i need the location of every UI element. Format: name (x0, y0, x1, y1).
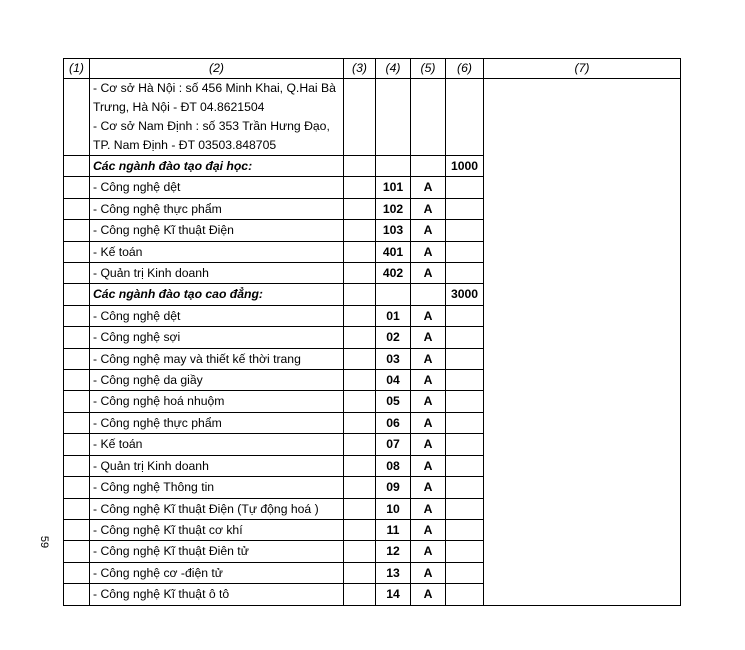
program-block: A (411, 391, 446, 412)
program-block: A (411, 584, 446, 605)
quota-value: 3000 (446, 284, 484, 305)
program-name: - Quản trị Kinh doanh (90, 455, 344, 476)
program-name: - Công nghệ Thông tin (90, 477, 344, 498)
program-block: A (411, 434, 446, 455)
program-name: - Công nghệ may và thiết kế thời trang (90, 348, 344, 369)
program-code: 09 (376, 477, 411, 498)
program-code: 14 (376, 584, 411, 605)
program-name: - Công nghệ Kĩ thuật cơ khí (90, 519, 344, 540)
program-name: - Công nghệ Kĩ thuật ô tô (90, 584, 344, 605)
program-code: 11 (376, 519, 411, 540)
program-block: A (411, 541, 446, 562)
program-name: - Công nghệ Kĩ thuật Điện (90, 220, 344, 241)
program-name: - Công nghệ thực phẩm (90, 198, 344, 219)
program-code: 04 (376, 370, 411, 391)
program-code: 10 (376, 498, 411, 519)
program-block: A (411, 519, 446, 540)
program-name: - Công nghệ sợi (90, 327, 344, 348)
program-block: A (411, 327, 446, 348)
header-row (64, 59, 681, 79)
program-code: 02 (376, 327, 411, 348)
program-code: 401 (376, 241, 411, 262)
address-row (64, 79, 681, 99)
section-heading: Các ngành đào tạo cao đẳng: (90, 284, 344, 305)
program-name: - Kế toán (90, 434, 344, 455)
program-block: A (411, 498, 446, 519)
section-heading: Các ngành đào tạo đại học: (90, 156, 344, 177)
program-name: - Công nghệ dệt (90, 177, 344, 198)
address-line: TP. Nam Định - ĐT 03503.848705 (90, 136, 344, 156)
program-block: A (411, 477, 446, 498)
program-block: A (411, 263, 446, 284)
page-number: 59 (38, 535, 51, 549)
col-header-3: (3) (344, 59, 376, 79)
program-name: - Kế toán (90, 241, 344, 262)
program-name: - Quản trị Kinh doanh (90, 263, 344, 284)
program-name: - Công nghệ dệt (90, 305, 344, 326)
col-header-7: (7) (484, 59, 681, 79)
program-code: 05 (376, 391, 411, 412)
program-code: 06 (376, 412, 411, 433)
program-block: A (411, 241, 446, 262)
program-code: 03 (376, 348, 411, 369)
program-name: - Công nghệ cơ -điện tử (90, 562, 344, 583)
program-code: 12 (376, 541, 411, 562)
cell-col1 (64, 79, 90, 99)
address-line: - Cơ sở Nam Định : số 353 Trần Hưng Đạo, (90, 117, 344, 136)
program-block: A (411, 348, 446, 369)
program-code: 402 (376, 263, 411, 284)
program-code: 102 (376, 198, 411, 219)
program-name: - Công nghệ hoá nhuộm (90, 391, 344, 412)
program-name: - Công nghệ da giầy (90, 370, 344, 391)
program-name: - Công nghệ Kĩ thuật Điện (Tự động hoá ) (90, 498, 344, 519)
program-block: A (411, 412, 446, 433)
program-block: A (411, 370, 446, 391)
address-line: Trưng, Hà Nội - ĐT 04.8621504 (90, 98, 344, 117)
program-block: A (411, 220, 446, 241)
program-block: A (411, 455, 446, 476)
notes-cell (484, 79, 681, 606)
program-code: 103 (376, 220, 411, 241)
program-code: 13 (376, 562, 411, 583)
quota-value: 1000 (446, 156, 484, 177)
address-line: - Cơ sở Hà Nội : số 456 Minh Khai, Q.Hai Bà (90, 79, 344, 99)
col-header-5: (5) (411, 59, 446, 79)
col-header-4: (4) (376, 59, 411, 79)
program-block: A (411, 305, 446, 326)
col-header-1: (1) (64, 59, 90, 79)
program-code: 101 (376, 177, 411, 198)
col-header-2: (2) (90, 59, 344, 79)
program-code: 08 (376, 455, 411, 476)
program-code: 01 (376, 305, 411, 326)
admissions-table (63, 58, 681, 606)
program-block: A (411, 562, 446, 583)
col-header-6: (6) (446, 59, 484, 79)
program-block: A (411, 177, 446, 198)
program-code: 07 (376, 434, 411, 455)
program-name: - Công nghệ Kĩ thuật Điên tử (90, 541, 344, 562)
program-name: - Công nghệ thực phẩm (90, 412, 344, 433)
program-block: A (411, 198, 446, 219)
